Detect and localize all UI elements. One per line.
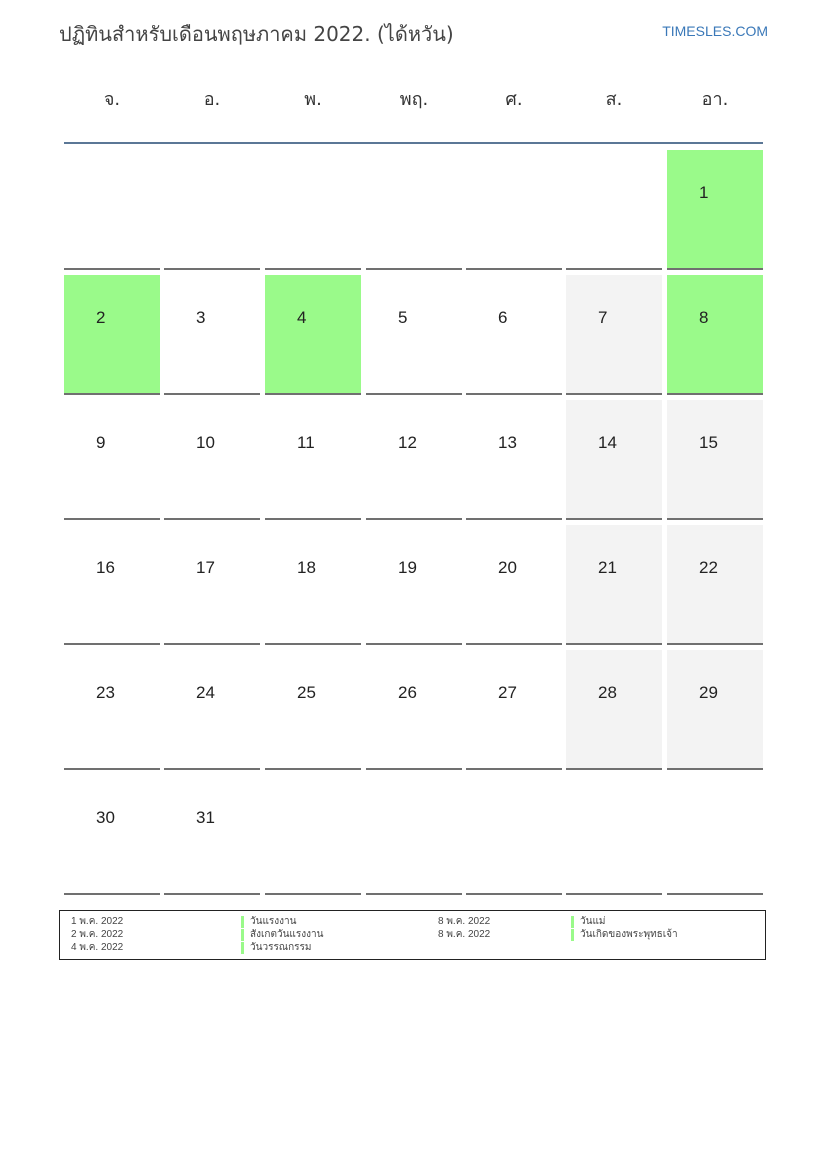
- holiday-name: วันแม่: [571, 916, 606, 928]
- day-number: 28: [598, 683, 617, 702]
- weekday-header: [64, 84, 763, 124]
- day-number: 12: [398, 433, 417, 452]
- page-title: ปฏิทินสำหรับเดือนพฤษภาคม 2022. (ได้หวัน): [59, 22, 454, 46]
- day-cell[interactable]: [265, 650, 361, 770]
- day-number: 27: [498, 683, 517, 702]
- day-number: 2: [96, 308, 106, 327]
- holiday-date: 1 พ.ค. 2022: [71, 916, 124, 927]
- empty-cell: [164, 150, 260, 270]
- day-cell[interactable]: [667, 525, 763, 645]
- day-number: 10: [196, 433, 215, 452]
- day-number: 31: [196, 808, 215, 827]
- day-cell[interactable]: [265, 400, 361, 520]
- day-cell[interactable]: [64, 275, 160, 395]
- empty-cell: [265, 150, 361, 270]
- day-cell[interactable]: [667, 400, 763, 520]
- empty-cell: [64, 150, 160, 270]
- weekday-label: อ.: [203, 89, 221, 110]
- day-number: 25: [297, 683, 316, 702]
- day-number: 30: [96, 808, 115, 827]
- day-number: 24: [196, 683, 215, 702]
- day-number: 8: [699, 308, 709, 327]
- day-cell[interactable]: [164, 650, 260, 770]
- day-number: 14: [598, 433, 617, 452]
- weekday-label: จ.: [103, 89, 121, 110]
- empty-cell: [466, 150, 562, 270]
- day-cell[interactable]: [667, 650, 763, 770]
- weekday-label: ศ.: [505, 89, 523, 110]
- day-cell[interactable]: [466, 400, 562, 520]
- day-cell[interactable]: [64, 525, 160, 645]
- day-number: 1: [699, 183, 709, 202]
- day-cell[interactable]: [466, 650, 562, 770]
- day-cell[interactable]: [164, 400, 260, 520]
- day-cell[interactable]: [164, 525, 260, 645]
- day-number: 19: [398, 558, 417, 577]
- empty-cell: [566, 775, 662, 895]
- day-number: 9: [96, 433, 106, 452]
- day-cell[interactable]: [164, 275, 260, 395]
- day-number: 23: [96, 683, 115, 702]
- day-number: 20: [498, 558, 517, 577]
- day-number: 5: [398, 308, 408, 327]
- weekday-label: ส.: [605, 89, 623, 110]
- empty-cell: [566, 150, 662, 270]
- empty-cell: [667, 775, 763, 895]
- day-cell[interactable]: [164, 775, 260, 895]
- holiday-legend: [59, 910, 766, 960]
- holiday-date: 4 พ.ค. 2022: [71, 942, 124, 953]
- day-cell[interactable]: [265, 275, 361, 395]
- weekday-label: พฤ.: [399, 89, 429, 110]
- empty-cell: [466, 775, 562, 895]
- weekday-label: พ.: [304, 89, 322, 110]
- day-number: 11: [297, 433, 315, 452]
- day-cell[interactable]: [64, 400, 160, 520]
- day-number: 21: [598, 558, 617, 577]
- holiday-date: 8 พ.ค. 2022: [438, 916, 491, 927]
- day-cell[interactable]: [466, 275, 562, 395]
- day-cell[interactable]: [366, 275, 462, 395]
- day-number: 18: [297, 558, 316, 577]
- day-cell[interactable]: [265, 525, 361, 645]
- day-cell[interactable]: [566, 525, 662, 645]
- day-number: 16: [96, 558, 115, 577]
- holiday-date: 2 พ.ค. 2022: [71, 929, 124, 940]
- holiday-date: 8 พ.ค. 2022: [438, 929, 491, 940]
- holiday-name: วันแรงงาน: [241, 916, 296, 928]
- day-number: 6: [498, 308, 508, 327]
- day-number: 15: [699, 433, 718, 452]
- day-cell[interactable]: [566, 400, 662, 520]
- day-number: 22: [699, 558, 718, 577]
- day-number: 3: [196, 308, 206, 327]
- day-cell[interactable]: [566, 275, 662, 395]
- empty-cell: [366, 775, 462, 895]
- day-cell[interactable]: [366, 400, 462, 520]
- holiday-name: วันเกิดของพระพุทธเจ้า: [571, 929, 678, 941]
- empty-cell: [366, 150, 462, 270]
- day-number: 17: [196, 558, 215, 577]
- holiday-name: สังเกตวันแรงงาน: [241, 929, 323, 941]
- holiday-name: วันวรรณกรรม: [241, 942, 311, 954]
- day-number: 26: [398, 683, 417, 702]
- day-cell[interactable]: [64, 775, 160, 895]
- day-cell[interactable]: [366, 525, 462, 645]
- day-cell[interactable]: [667, 150, 763, 270]
- day-cell[interactable]: [667, 275, 763, 395]
- day-cell[interactable]: [566, 650, 662, 770]
- empty-cell: [265, 775, 361, 895]
- day-cell[interactable]: [64, 650, 160, 770]
- day-cell[interactable]: [366, 650, 462, 770]
- day-number: 13: [498, 433, 517, 452]
- day-number: 29: [699, 683, 718, 702]
- weekday-label: อา.: [701, 89, 729, 110]
- day-cell[interactable]: [466, 525, 562, 645]
- day-number: 4: [297, 308, 307, 327]
- site-link[interactable]: TIMESLES.COM: [662, 23, 768, 39]
- day-number: 7: [598, 308, 608, 327]
- header-divider: [64, 142, 763, 144]
